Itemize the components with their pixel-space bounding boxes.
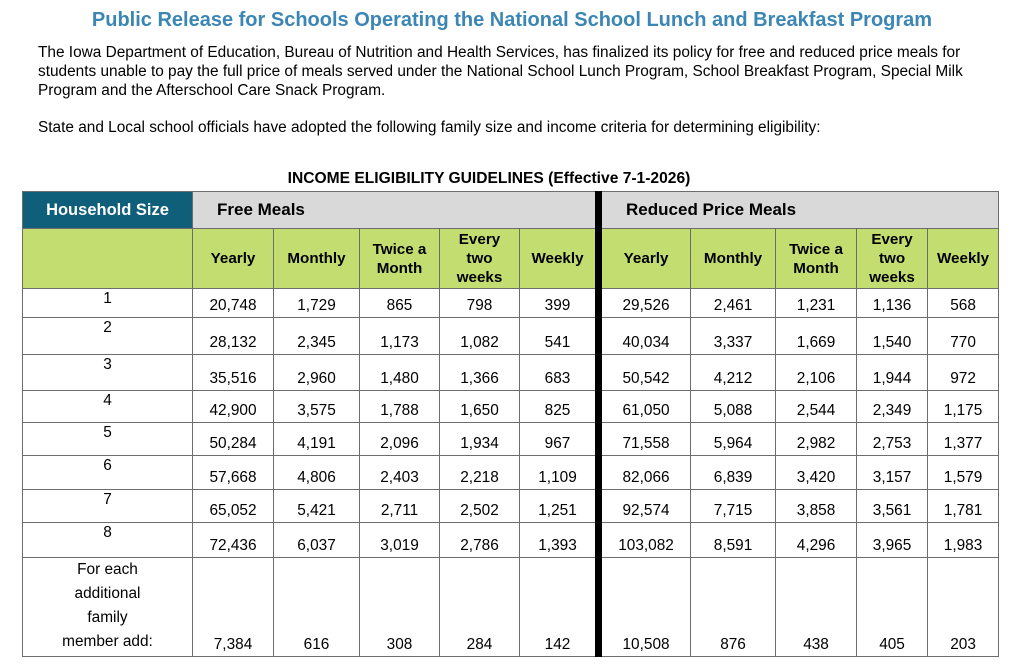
reduced-every-two-weeks-cell: 1,944: [857, 355, 928, 391]
reduced-twice-a-month-cell: 1,231: [776, 289, 857, 318]
free-monthly-cell: 4,191: [274, 423, 360, 456]
reduced-every-two-weeks-cell: 3,157: [857, 456, 928, 490]
free-weekly-cell: 142: [520, 558, 599, 657]
free-weekly-cell: 967: [520, 423, 599, 456]
free-weekly-cell: 399: [520, 289, 599, 318]
reduced-twice-a-month-header: Twice a Month: [776, 229, 857, 289]
reduced-twice-a-month-cell: 1,669: [776, 318, 857, 355]
reduced-every-two-weeks-cell: 1,540: [857, 318, 928, 355]
reduced-yearly-cell: 103,082: [599, 523, 691, 558]
reduced-yearly-cell: 10,508: [599, 558, 691, 657]
free-yearly-cell: 65,052: [193, 490, 274, 523]
free-yearly-cell: 57,668: [193, 456, 274, 490]
household-size-cell: 4: [23, 391, 193, 423]
household-size-header: Household Size: [23, 192, 193, 229]
page-title: Public Release for Schools Operating the National School Lunch and Breakfast Program: [91, 9, 933, 31]
income-eligibility-table: [22, 191, 999, 657]
reduced-monthly-cell: 5,088: [691, 391, 776, 423]
table-row: [23, 456, 999, 490]
table-row: [23, 391, 999, 423]
free-every-two-weeks-cell: 1,366: [440, 355, 520, 391]
reduced-monthly-cell: 2,461: [691, 289, 776, 318]
free-every-two-weeks-cell: 2,218: [440, 456, 520, 490]
table-row: [23, 289, 999, 318]
free-twice-a-month-cell: 2,711: [360, 490, 440, 523]
free-twice-a-month-cell: 2,403: [360, 456, 440, 490]
free-twice-a-month-cell: 1,480: [360, 355, 440, 391]
reduced-weekly-cell: 1,781: [928, 490, 999, 523]
reduced-monthly-cell: 8,591: [691, 523, 776, 558]
table-row: [23, 318, 999, 355]
reduced-yearly-header: Yearly: [599, 229, 691, 289]
reduced-every-two-weeks-cell: 2,753: [857, 423, 928, 456]
reduced-every-two-weeks-cell: 2,349: [857, 391, 928, 423]
table-row: [23, 490, 999, 523]
reduced-monthly-cell: 3,337: [691, 318, 776, 355]
reduced-monthly-cell: 4,212: [691, 355, 776, 391]
reduced-weekly-cell: 1,579: [928, 456, 999, 490]
reduced-every-two-weeks-cell: 405: [857, 558, 928, 657]
free-yearly-cell: 28,132: [193, 318, 274, 355]
table-caption: INCOME ELIGIBILITY GUIDELINES (Effective 7-1-2026): [287, 170, 691, 187]
reduced-weekly-cell: 568: [928, 289, 999, 318]
table-row: [23, 523, 999, 558]
reduced-yearly-cell: 82,066: [599, 456, 691, 490]
table-row: [23, 355, 999, 391]
reduced-weekly-cell: 1,983: [928, 523, 999, 558]
free-twice-a-month-cell: 308: [360, 558, 440, 657]
reduced-twice-a-month-cell: 3,420: [776, 456, 857, 490]
reduced-weekly-cell: 972: [928, 355, 999, 391]
reduced-twice-a-month-cell: 438: [776, 558, 857, 657]
free-yearly-cell: 42,900: [193, 391, 274, 423]
reduced-monthly-cell: 6,839: [691, 456, 776, 490]
household-size-cell: 5: [23, 423, 193, 456]
additional-member-label: For each additional family member add:: [23, 558, 193, 657]
free-every-two-weeks-cell: 798: [440, 289, 520, 318]
reduced-twice-a-month-cell: 3,858: [776, 490, 857, 523]
reduced-price-meals-header: Reduced Price Meals: [599, 192, 999, 229]
reduced-yearly-cell: 71,558: [599, 423, 691, 456]
reduced-yearly-cell: 40,034: [599, 318, 691, 355]
free-monthly-cell: 3,575: [274, 391, 360, 423]
reduced-monthly-cell: 7,715: [691, 490, 776, 523]
household-size-cell: 7: [23, 490, 193, 523]
reduced-twice-a-month-cell: 4,296: [776, 523, 857, 558]
free-weekly-cell: 1,109: [520, 456, 599, 490]
intro-paragraph: The Iowa Department of Education, Bureau of Nutrition and Health Services, has finalized its policy for free and reduced price meals for students unable to pay the full price of meals served under the National School Lunch Program, School Breakfast Program, Special Milk Program and the Afterschool Care Snack Program.: [38, 44, 963, 99]
reduced-weekly-header: Weekly: [928, 229, 999, 289]
reduced-twice-a-month-cell: 2,106: [776, 355, 857, 391]
free-monthly-cell: 1,729: [274, 289, 360, 318]
free-every-two-weeks-cell: 2,502: [440, 490, 520, 523]
free-monthly-cell: 2,960: [274, 355, 360, 391]
reduced-every-two-weeks-cell: 1,136: [857, 289, 928, 318]
free-weekly-cell: 683: [520, 355, 599, 391]
additional-member-row: [23, 558, 999, 657]
household-size-cell: 2: [23, 318, 193, 355]
free-twice-a-month-cell: 3,019: [360, 523, 440, 558]
free-yearly-cell: 35,516: [193, 355, 274, 391]
criteria-paragraph: State and Local school officials have adopted the following family size and income criteria for determining eligibility:: [38, 119, 821, 136]
reduced-weekly-cell: 203: [928, 558, 999, 657]
free-yearly-cell: 72,436: [193, 523, 274, 558]
free-every-two-weeks-cell: 1,650: [440, 391, 520, 423]
free-every-two-weeks-cell: 2,786: [440, 523, 520, 558]
table-row: [23, 423, 999, 456]
household-size-subheader: [23, 229, 193, 289]
reduced-every-two-weeks-cell: 3,561: [857, 490, 928, 523]
free-twice-a-month-header: Twice a Month: [360, 229, 440, 289]
free-weekly-cell: 1,393: [520, 523, 599, 558]
free-every-two-weeks-cell: 284: [440, 558, 520, 657]
household-size-cell: 8: [23, 523, 193, 558]
reduced-weekly-cell: 1,175: [928, 391, 999, 423]
reduced-yearly-cell: 92,574: [599, 490, 691, 523]
reduced-monthly-header: Monthly: [691, 229, 776, 289]
free-yearly-cell: 7,384: [193, 558, 274, 657]
free-twice-a-month-cell: 2,096: [360, 423, 440, 456]
free-weekly-cell: 541: [520, 318, 599, 355]
reduced-yearly-cell: 61,050: [599, 391, 691, 423]
free-monthly-header: Monthly: [274, 229, 360, 289]
free-twice-a-month-cell: 865: [360, 289, 440, 318]
reduced-twice-a-month-cell: 2,544: [776, 391, 857, 423]
free-yearly-cell: 50,284: [193, 423, 274, 456]
household-size-cell: 6: [23, 456, 193, 490]
free-monthly-cell: 2,345: [274, 318, 360, 355]
free-every-two-weeks-header: Every two weeks: [440, 229, 520, 289]
household-size-cell: 3: [23, 355, 193, 391]
reduced-monthly-cell: 876: [691, 558, 776, 657]
reduced-yearly-cell: 50,542: [599, 355, 691, 391]
reduced-weekly-cell: 770: [928, 318, 999, 355]
free-monthly-cell: 6,037: [274, 523, 360, 558]
reduced-every-two-weeks-cell: 3,965: [857, 523, 928, 558]
reduced-weekly-cell: 1,377: [928, 423, 999, 456]
free-twice-a-month-cell: 1,788: [360, 391, 440, 423]
free-monthly-cell: 616: [274, 558, 360, 657]
free-every-two-weeks-cell: 1,934: [440, 423, 520, 456]
free-monthly-cell: 4,806: [274, 456, 360, 490]
reduced-monthly-cell: 5,964: [691, 423, 776, 456]
free-weekly-header: Weekly: [520, 229, 599, 289]
free-twice-a-month-cell: 1,173: [360, 318, 440, 355]
free-yearly-cell: 20,748: [193, 289, 274, 318]
free-meals-header: Free Meals: [193, 192, 599, 229]
reduced-every-two-weeks-header: Every two weeks: [857, 229, 928, 289]
reduced-yearly-cell: 29,526: [599, 289, 691, 318]
free-monthly-cell: 5,421: [274, 490, 360, 523]
reduced-twice-a-month-cell: 2,982: [776, 423, 857, 456]
free-every-two-weeks-cell: 1,082: [440, 318, 520, 355]
free-yearly-header: Yearly: [193, 229, 274, 289]
free-weekly-cell: 1,251: [520, 490, 599, 523]
free-weekly-cell: 825: [520, 391, 599, 423]
household-size-cell: 1: [23, 289, 193, 318]
